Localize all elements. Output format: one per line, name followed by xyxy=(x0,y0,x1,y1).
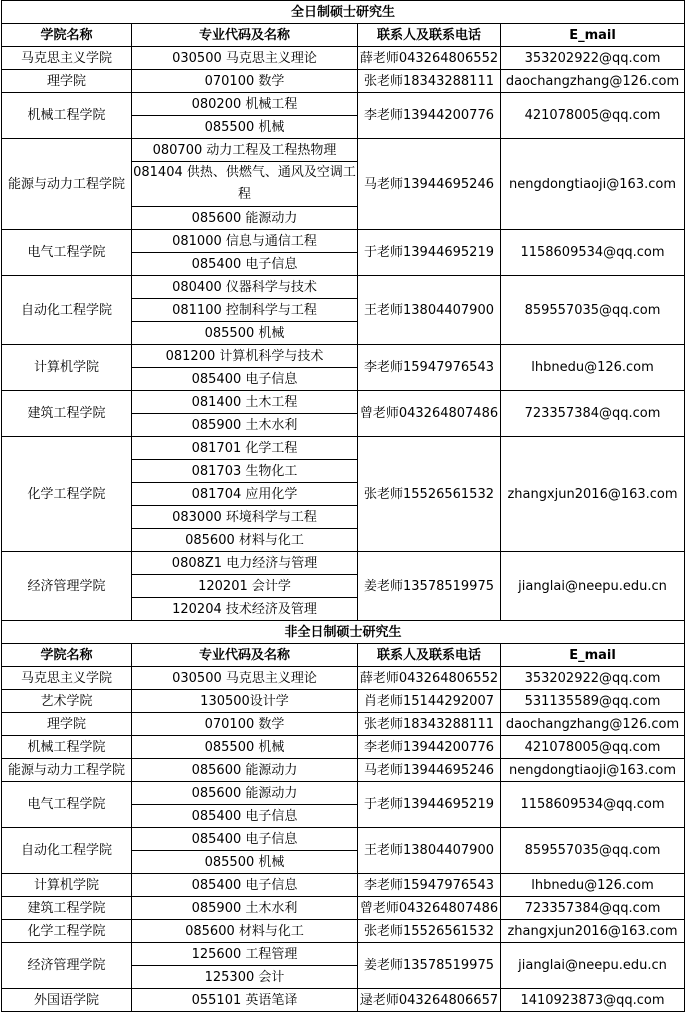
major-name: 085500 机械 xyxy=(132,736,358,759)
major-name: 081404 供热、供燃气、通风及空调工程 xyxy=(132,162,358,207)
table-row xyxy=(2,828,685,851)
major-name: 081400 土木工程 xyxy=(132,391,358,414)
college-name: 外国语学院 xyxy=(2,989,132,1012)
major-name: 130500设计学 xyxy=(132,690,358,713)
table-row xyxy=(2,391,685,414)
email-address: jianglai@neepu.edu.cn xyxy=(501,552,685,621)
table-row xyxy=(2,897,685,920)
contact-info: 李老师15947976543 xyxy=(358,874,501,897)
table-row xyxy=(2,93,685,116)
email-address: zhangxjun2016@163.com xyxy=(501,920,685,943)
major-name: 085400 电子信息 xyxy=(132,805,358,828)
major-name: 085400 电子信息 xyxy=(132,253,358,276)
fulltime-header-row xyxy=(2,24,685,47)
email-address: zhangxjun2016@163.com xyxy=(501,437,685,552)
email-address: 859557035@qq.com xyxy=(501,828,685,874)
email-address: 531135589@qq.com xyxy=(501,690,685,713)
contact-info: 逯老师043264806657 xyxy=(358,989,501,1012)
major-name: 081704 应用化学 xyxy=(132,483,358,506)
college-name: 能源与动力工程学院 xyxy=(2,759,132,782)
section-title: 全日制硕士研究生 xyxy=(2,1,685,24)
table-row xyxy=(2,70,685,93)
email-address: nengdongtiaoji@163.com xyxy=(501,759,685,782)
email-address: 421078005@qq.com xyxy=(501,736,685,759)
email-address: 723357384@qq.com xyxy=(501,391,685,437)
major-name: 081000 信息与通信工程 xyxy=(132,230,358,253)
parttime-header-row xyxy=(2,644,685,667)
college-name: 机械工程学院 xyxy=(2,93,132,139)
table-row xyxy=(2,736,685,759)
major-name: 055101 英语笔译 xyxy=(132,989,358,1012)
contact-info: 肖老师15144292007 xyxy=(358,690,501,713)
email-address: 723357384@qq.com xyxy=(501,897,685,920)
contact-info: 于老师13944695219 xyxy=(358,782,501,828)
college-name: 自动化工程学院 xyxy=(2,828,132,874)
table-row xyxy=(2,690,685,713)
major-name: 085600 能源动力 xyxy=(132,207,358,230)
email-address: 1158609534@qq.com xyxy=(501,782,685,828)
major-name: 081200 计算机科学与技术 xyxy=(132,345,358,368)
contact-info: 薛老师043264806552 xyxy=(358,667,501,690)
major-name: 070100 数学 xyxy=(132,713,358,736)
major-name: 120204 技术经济及管理 xyxy=(132,598,358,621)
column-header: 学院名称 xyxy=(2,24,132,47)
email-address: nengdongtiaoji@163.com xyxy=(501,139,685,230)
major-name: 085400 电子信息 xyxy=(132,368,358,391)
table-row xyxy=(2,437,685,460)
contact-info: 于老师13944695219 xyxy=(358,230,501,276)
major-name: 125600 工程管理 xyxy=(132,943,358,966)
contact-info: 马老师13944695246 xyxy=(358,139,501,230)
fulltime-title-row xyxy=(2,1,685,24)
column-header: 专业代码及名称 xyxy=(132,644,358,667)
contact-info: 张老师18343288111 xyxy=(358,713,501,736)
contact-info: 李老师15947976543 xyxy=(358,345,501,391)
college-name: 建筑工程学院 xyxy=(2,897,132,920)
major-name: 083000 环境科学与工程 xyxy=(132,506,358,529)
table-row xyxy=(2,782,685,805)
college-name: 电气工程学院 xyxy=(2,782,132,828)
college-name: 计算机学院 xyxy=(2,874,132,897)
major-name: 085900 土木水利 xyxy=(132,897,358,920)
major-name: 0808Z1 电力经济与管理 xyxy=(132,552,358,575)
major-name: 085600 能源动力 xyxy=(132,782,358,805)
contact-info: 曾老师043264807486 xyxy=(358,391,501,437)
email-address: 353202922@qq.com xyxy=(501,667,685,690)
column-header: 学院名称 xyxy=(2,644,132,667)
table-body xyxy=(2,1,685,1012)
college-name: 能源与动力工程学院 xyxy=(2,139,132,230)
table-row xyxy=(2,874,685,897)
college-name: 理学院 xyxy=(2,713,132,736)
section-title: 非全日制硕士研究生 xyxy=(2,621,685,644)
contact-info: 曾老师043264807486 xyxy=(358,897,501,920)
college-name: 艺术学院 xyxy=(2,690,132,713)
admissions-contact-table xyxy=(1,0,685,1012)
major-name: 085500 机械 xyxy=(132,116,358,139)
contact-info: 张老师15526561532 xyxy=(358,920,501,943)
email-address: 421078005@qq.com xyxy=(501,93,685,139)
table-row xyxy=(2,989,685,1012)
college-name: 化学工程学院 xyxy=(2,437,132,552)
table-row xyxy=(2,276,685,299)
college-name: 计算机学院 xyxy=(2,345,132,391)
college-name: 化学工程学院 xyxy=(2,920,132,943)
table-row xyxy=(2,713,685,736)
table-row xyxy=(2,667,685,690)
college-name: 建筑工程学院 xyxy=(2,391,132,437)
contact-info: 李老师13944200776 xyxy=(358,736,501,759)
major-name: 085600 材料与化工 xyxy=(132,529,358,552)
major-name: 081701 化学工程 xyxy=(132,437,358,460)
column-header: E_mail xyxy=(501,24,685,47)
contact-info: 张老师18343288111 xyxy=(358,70,501,93)
email-address: 1410923873@qq.com xyxy=(501,989,685,1012)
college-name: 机械工程学院 xyxy=(2,736,132,759)
major-name: 085500 机械 xyxy=(132,851,358,874)
major-name: 125300 会计 xyxy=(132,966,358,989)
college-name: 经济管理学院 xyxy=(2,552,132,621)
major-name: 085400 电子信息 xyxy=(132,874,358,897)
major-name: 030500 马克思主义理论 xyxy=(132,47,358,70)
table-row xyxy=(2,943,685,966)
college-name: 经济管理学院 xyxy=(2,943,132,989)
table-row xyxy=(2,345,685,368)
college-name: 自动化工程学院 xyxy=(2,276,132,345)
contact-info: 李老师13944200776 xyxy=(358,93,501,139)
email-address: daochangzhang@126.com xyxy=(501,713,685,736)
contact-info: 马老师13944695246 xyxy=(358,759,501,782)
major-name: 081703 生物化工 xyxy=(132,460,358,483)
email-address: jianglai@neepu.edu.cn xyxy=(501,943,685,989)
table-row xyxy=(2,920,685,943)
table-row xyxy=(2,47,685,70)
major-name: 070100 数学 xyxy=(132,70,358,93)
major-name: 081100 控制科学与工程 xyxy=(132,299,358,322)
table-row xyxy=(2,230,685,253)
email-address: daochangzhang@126.com xyxy=(501,70,685,93)
college-name: 马克思主义学院 xyxy=(2,667,132,690)
email-address: lhbnedu@126.com xyxy=(501,345,685,391)
contact-info: 姜老师13578519975 xyxy=(358,943,501,989)
major-name: 085500 机械 xyxy=(132,322,358,345)
email-address: 859557035@qq.com xyxy=(501,276,685,345)
column-header: 联系人及联系电话 xyxy=(358,644,501,667)
table-row xyxy=(2,759,685,782)
table-row xyxy=(2,552,685,575)
column-header: 联系人及联系电话 xyxy=(358,24,501,47)
parttime-title-row xyxy=(2,621,685,644)
major-name: 080200 机械工程 xyxy=(132,93,358,116)
major-name: 085900 土木水利 xyxy=(132,414,358,437)
email-address: 353202922@qq.com xyxy=(501,47,685,70)
column-header: E_mail xyxy=(501,644,685,667)
contact-info: 王老师13804407900 xyxy=(358,828,501,874)
college-name: 电气工程学院 xyxy=(2,230,132,276)
college-name: 马克思主义学院 xyxy=(2,47,132,70)
email-address: 1158609534@qq.com xyxy=(501,230,685,276)
college-name: 理学院 xyxy=(2,70,132,93)
contact-info: 姜老师13578519975 xyxy=(358,552,501,621)
major-name: 085600 能源动力 xyxy=(132,759,358,782)
contact-info: 薛老师043264806552 xyxy=(358,47,501,70)
contact-info: 张老师15526561532 xyxy=(358,437,501,552)
major-name: 080700 动力工程及工程热物理 xyxy=(132,139,358,162)
major-name: 085400 电子信息 xyxy=(132,828,358,851)
major-name: 080400 仪器科学与技术 xyxy=(132,276,358,299)
table-row xyxy=(2,139,685,162)
major-name: 120201 会计学 xyxy=(132,575,358,598)
major-name: 030500 马克思主义理论 xyxy=(132,667,358,690)
major-name: 085600 材料与化工 xyxy=(132,920,358,943)
column-header: 专业代码及名称 xyxy=(132,24,358,47)
contact-info: 王老师13804407900 xyxy=(358,276,501,345)
email-address: lhbnedu@126.com xyxy=(501,874,685,897)
